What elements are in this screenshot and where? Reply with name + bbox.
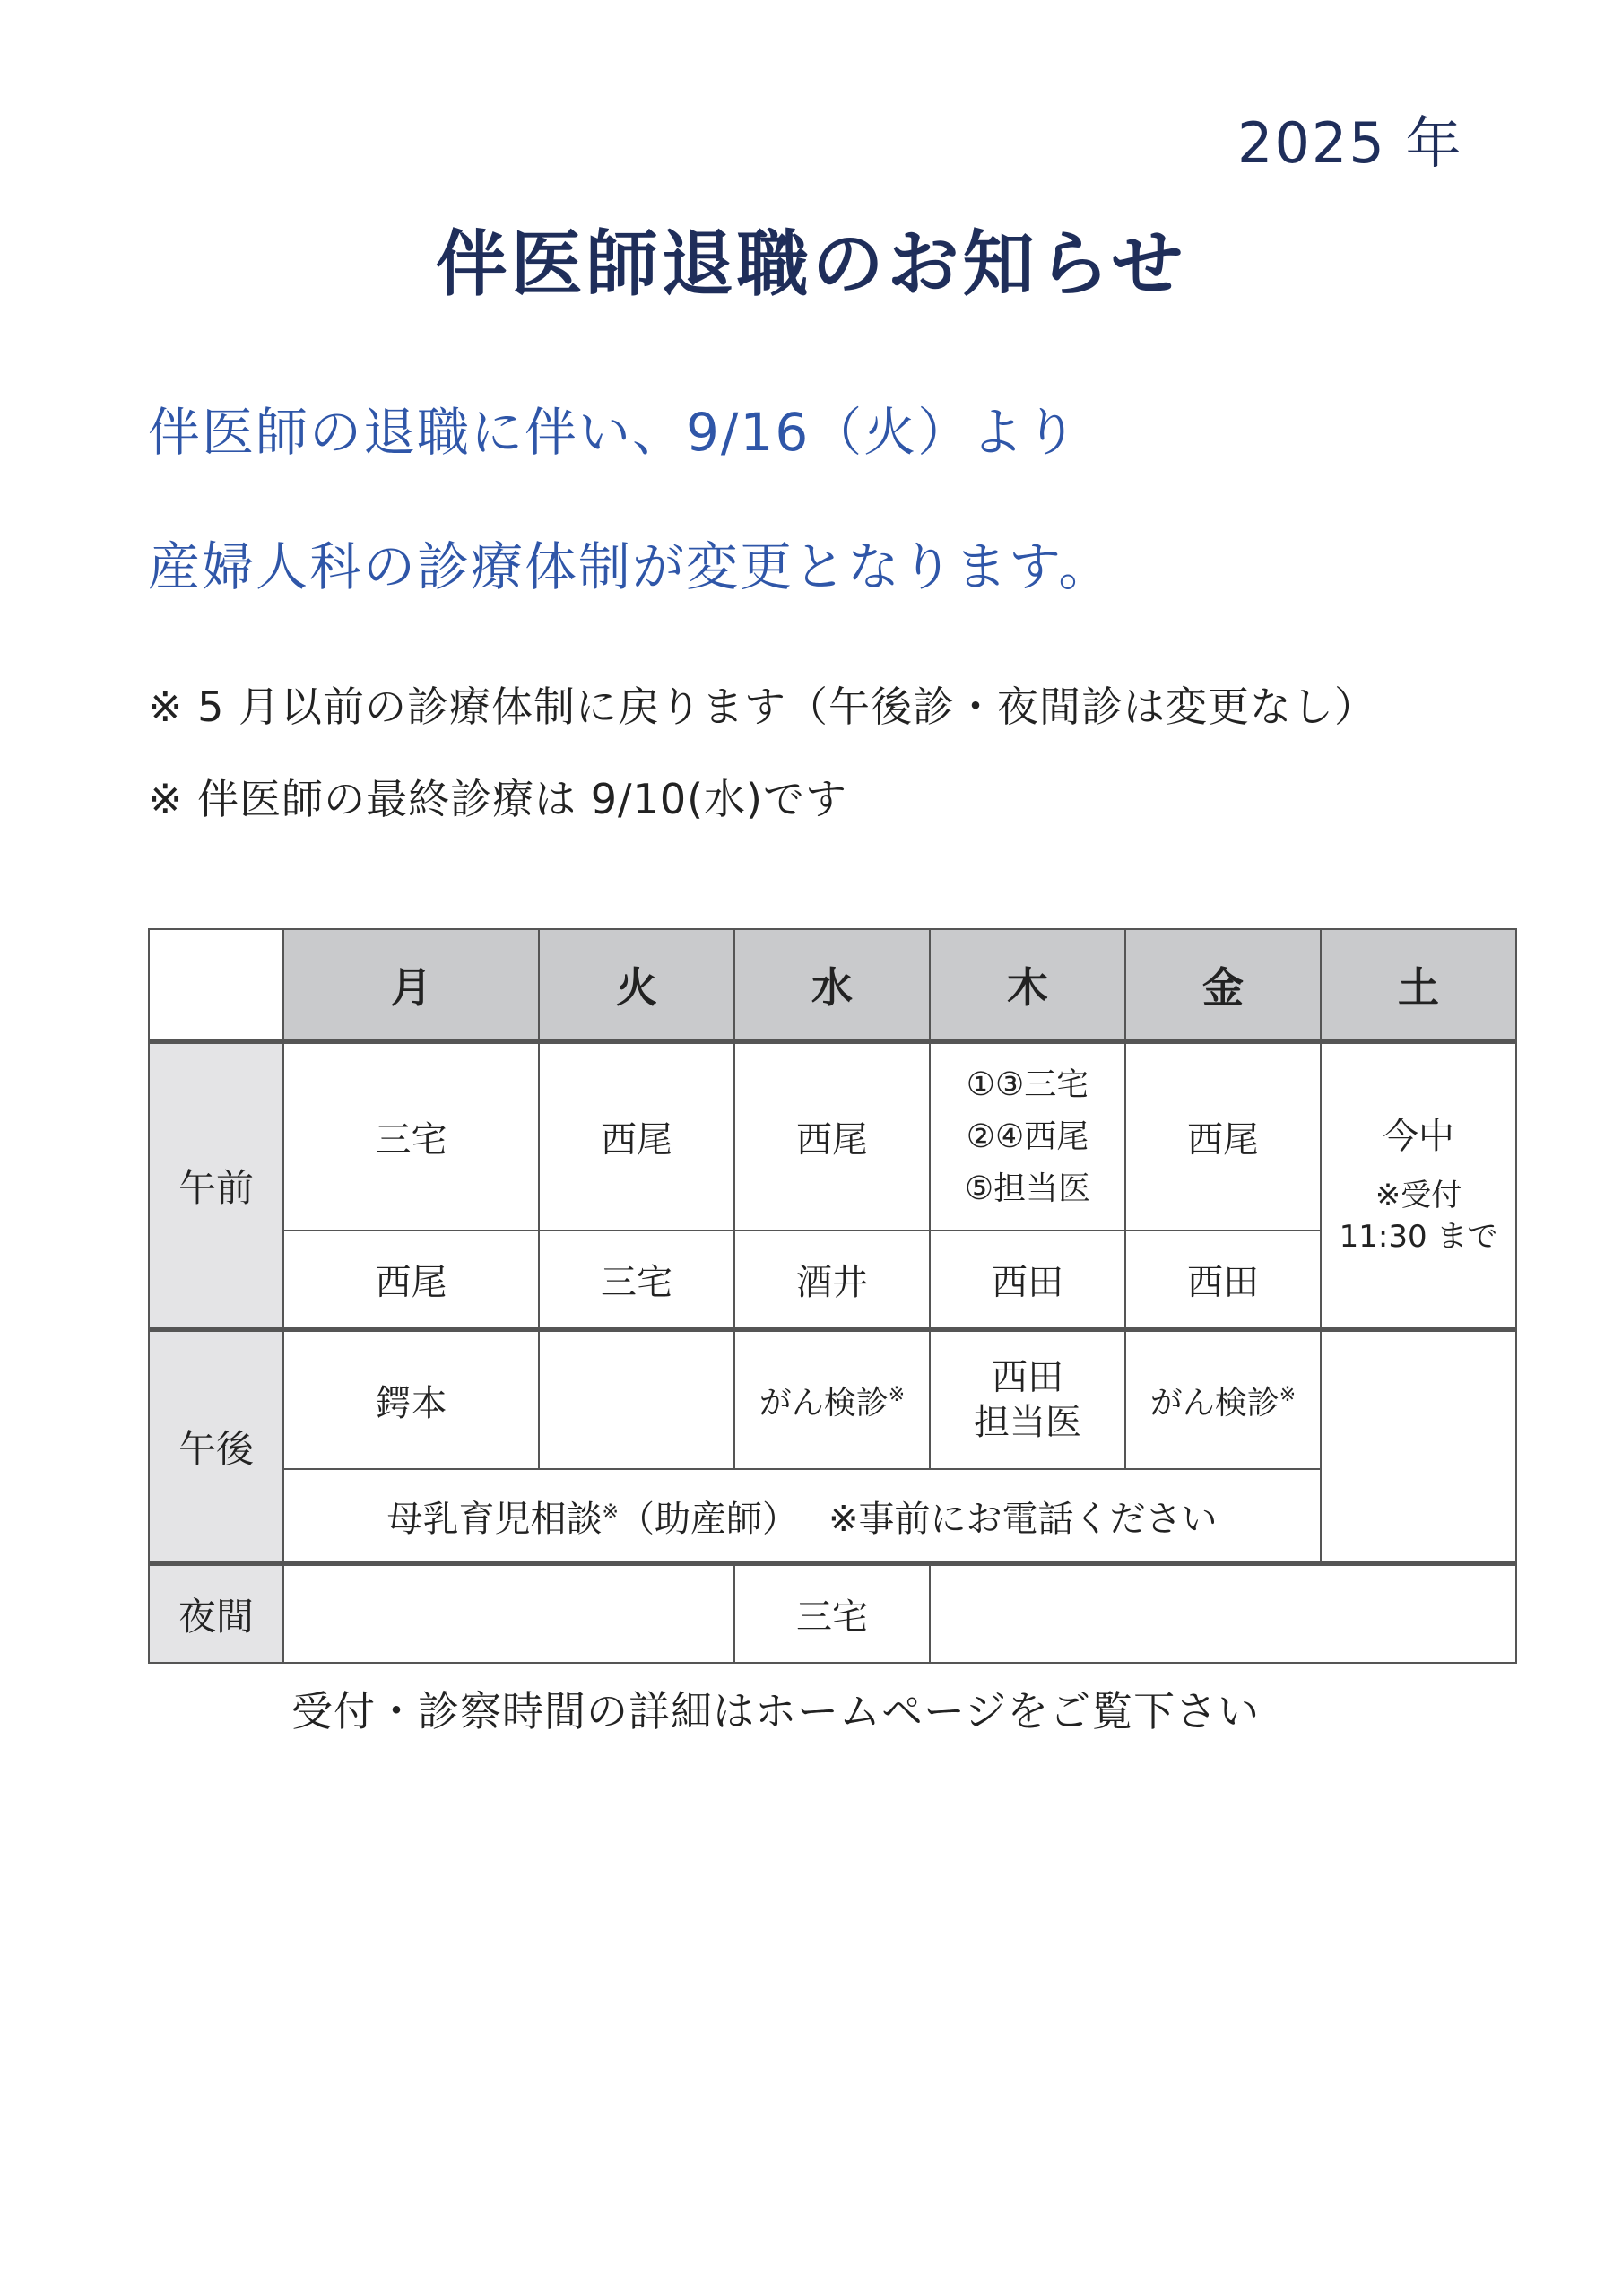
schedule-table — [148, 928, 1517, 1664]
sat-note-1: ※受付 — [1375, 1178, 1462, 1214]
am1-thu-line-2: ②④西尾 — [966, 1118, 1089, 1155]
pm1-fri-label: がん検診 — [1149, 1384, 1279, 1422]
am1-thu-line-3: ⑤担当医 — [964, 1170, 1091, 1207]
am1-mon: 三宅 — [283, 1041, 539, 1231]
header-row — [149, 929, 1516, 1041]
corner-cell — [149, 929, 283, 1041]
am2-fri: 西田 — [1125, 1231, 1321, 1329]
pm1-wed-label: がん検診 — [759, 1384, 889, 1422]
consult-call-note: ※事前にお電話ください — [828, 1498, 1218, 1540]
day-tue: 火 — [539, 929, 734, 1041]
pm1-thu-line-1: 西田 — [992, 1357, 1063, 1399]
page-title: 伴医師退職のお知らせ — [435, 222, 1187, 306]
pm1-thu — [930, 1330, 1125, 1470]
pm-row-2 — [149, 1469, 1516, 1563]
am2-thu: 西田 — [930, 1231, 1125, 1329]
consult-cell — [283, 1469, 1321, 1563]
am2-mon: 西尾 — [283, 1231, 539, 1329]
consult-mark: ※ — [602, 1500, 619, 1524]
pm1-wed-mark: ※ — [888, 1383, 906, 1406]
consult-label: 母乳育児相談 — [386, 1498, 603, 1540]
am2-wed: 酒井 — [734, 1231, 930, 1329]
am-sat — [1321, 1041, 1516, 1329]
day-wed: 水 — [734, 929, 930, 1041]
pm1-tue — [539, 1330, 734, 1470]
row-label-am: 午前 — [149, 1041, 283, 1329]
am-row-1 — [149, 1041, 1516, 1231]
night-thu-sat — [930, 1564, 1516, 1663]
footer-note: 受付・診察時間の詳細はホームページをご覧下さい — [291, 1687, 1261, 1735]
night-mon-tue — [283, 1564, 734, 1663]
night-row — [149, 1564, 1516, 1663]
lead-line-1: 伴医師の退職に伴い、9/16（火）より — [148, 402, 1080, 463]
day-fri: 金 — [1125, 929, 1321, 1041]
sat-doctor: 今中 — [1383, 1116, 1454, 1158]
pm-row-1 — [149, 1330, 1516, 1470]
pm1-mon: 鍔本 — [283, 1330, 539, 1470]
row-label-night: 夜間 — [149, 1564, 283, 1663]
lead-line-2: 産婦人科の診療体制が変更となります。 — [148, 536, 1113, 597]
pm1-fri-mark: ※ — [1279, 1383, 1297, 1406]
night-wed: 三宅 — [734, 1564, 930, 1663]
am2-tue: 三宅 — [539, 1231, 734, 1329]
consult-midwife: （助産師） — [618, 1498, 798, 1540]
am-row-2 — [149, 1231, 1516, 1329]
sat-note-2: 11:30 まで — [1339, 1219, 1498, 1256]
am1-fri: 西尾 — [1125, 1041, 1321, 1231]
day-thu: 木 — [930, 929, 1125, 1041]
pm1-wed — [734, 1330, 930, 1470]
year-label: 2025 年 — [1237, 110, 1463, 176]
pm1-thu-line-2: 担当医 — [974, 1402, 1081, 1444]
am1-tue: 西尾 — [539, 1041, 734, 1231]
pm1-fri — [1125, 1330, 1321, 1470]
day-sat: 土 — [1321, 929, 1516, 1041]
am1-thu-line-1: ①③三宅 — [966, 1065, 1089, 1103]
am1-thu — [930, 1041, 1125, 1231]
note-2: ※ 伴医師の最終診療は 9/10(水)です — [148, 775, 847, 823]
pm-sat — [1321, 1330, 1516, 1564]
row-label-pm: 午後 — [149, 1330, 283, 1564]
note-1: ※ 5 月以前の診療体制に戻ります（午後診・夜間診は変更なし） — [148, 683, 1377, 731]
day-mon: 月 — [283, 929, 539, 1041]
am1-wed: 西尾 — [734, 1041, 930, 1231]
